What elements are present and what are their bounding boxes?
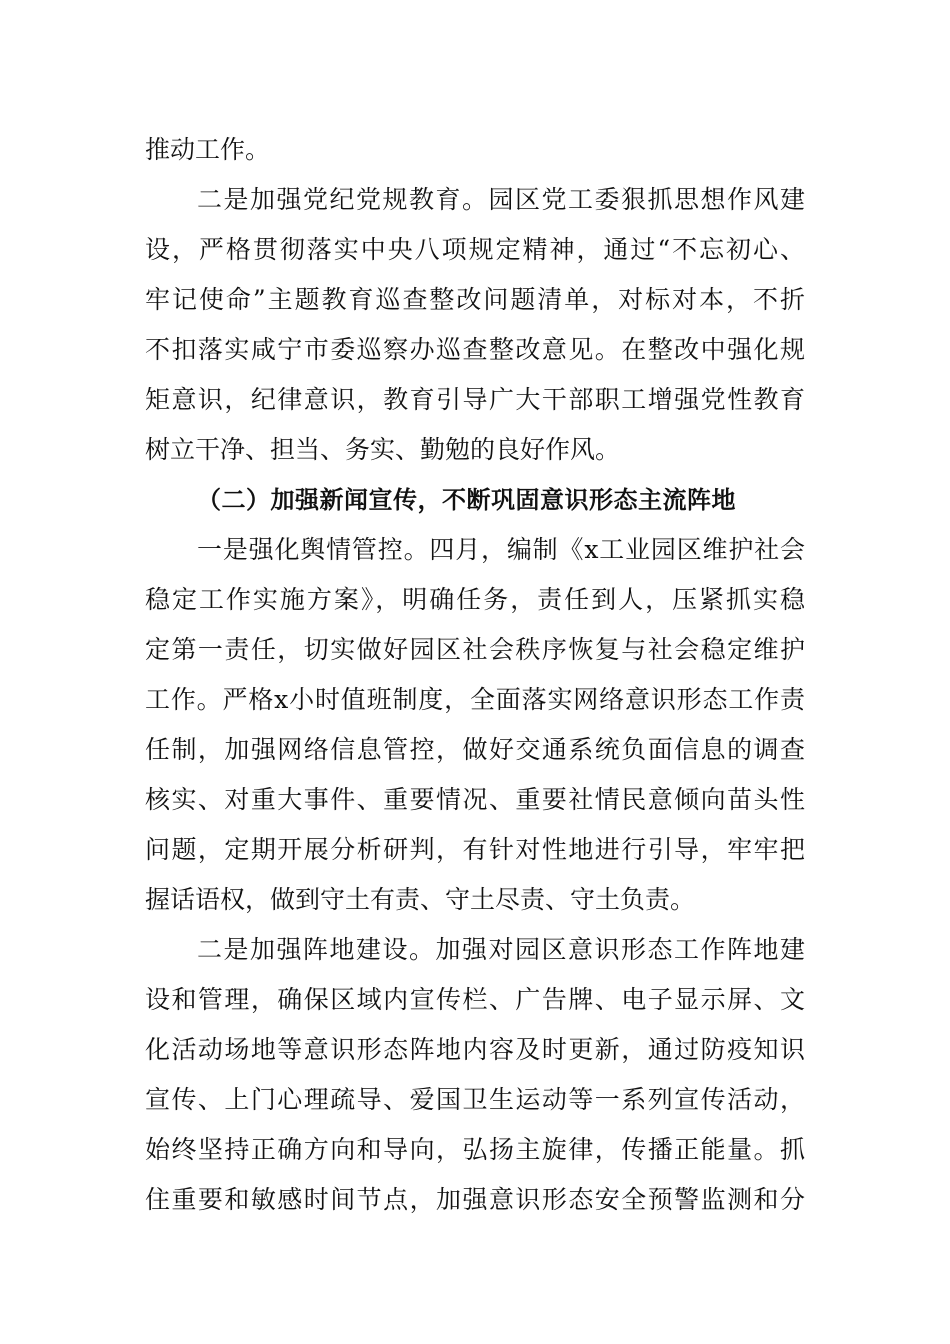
paragraph-line: 设和管理，确保区域内宣传栏、广告牌、电子显示屏、文 — [145, 985, 805, 1014]
paragraph-line: 设，严格贯彻落实中央八项规定精神，通过“不忘初心、 — [145, 235, 805, 264]
paragraph-line: 二是加强阵地建设。加强对园区意识形态工作阵地建 — [197, 935, 805, 964]
paragraph-line: 任制，加强网络信息管控，做好交通系统负面信息的调查 — [145, 735, 805, 764]
paragraph-line: 始终坚持正确方向和导向，弘扬主旋律，传播正能量。抓 — [145, 1135, 805, 1164]
paragraph-line: 问题，定期开展分析研判，有针对性地进行引导，牢牢把 — [145, 835, 805, 864]
paragraph-line: 不扣落实咸宁市委巡察办巡查整改意见。在整改中强化规 — [145, 335, 805, 364]
paragraph-line: 宣传、上门心理疏导、爱国卫生运动等一系列宣传活动， — [145, 1085, 805, 1114]
paragraph-line: 握话语权，做到守土有责、守土尽责、守土负责。 — [145, 885, 696, 914]
paragraph-line: 稳定工作实施方案》，明确任务，责任到人，压紧抓实稳 — [145, 585, 805, 614]
paragraph-line: 牢记使命”主题教育巡查整改问题清单，对标对本，不折 — [145, 285, 805, 314]
paragraph-line: 工作。严格x小时值班制度，全面落实网络意识形态工作责 — [145, 685, 805, 714]
paragraph-line: 住重要和敏感时间节点，加强意识形态安全预警监测和分 — [145, 1185, 805, 1214]
paragraph-line: 二是加强党纪党规教育。园区党工委狠抓思想作风建 — [197, 185, 805, 214]
paragraph-line: 化活动场地等意识形态阵地内容及时更新，通过防疫知识 — [145, 1035, 805, 1064]
paragraph-line: 定第一责任，切实做好园区社会秩序恢复与社会稳定维护 — [145, 635, 805, 664]
paragraph-line: 推动工作。 — [145, 135, 271, 164]
paragraph-line: 一是强化舆情管控。四月，编制《x工业园区维护社会 — [197, 535, 805, 564]
paragraph-line: 树立干净、担当、务实、勤勉的良好作风。 — [145, 435, 621, 464]
paragraph-line: 核实、对重大事件、重要情况、重要社情民意倾向苗头性 — [145, 785, 805, 814]
paragraph-line: 矩意识，纪律意识，教育引导广大干部职工增强党性教育 — [145, 385, 805, 414]
section-heading: （二）加强新闻宣传，不断巩固意识形态主流阵地 — [197, 486, 736, 514]
